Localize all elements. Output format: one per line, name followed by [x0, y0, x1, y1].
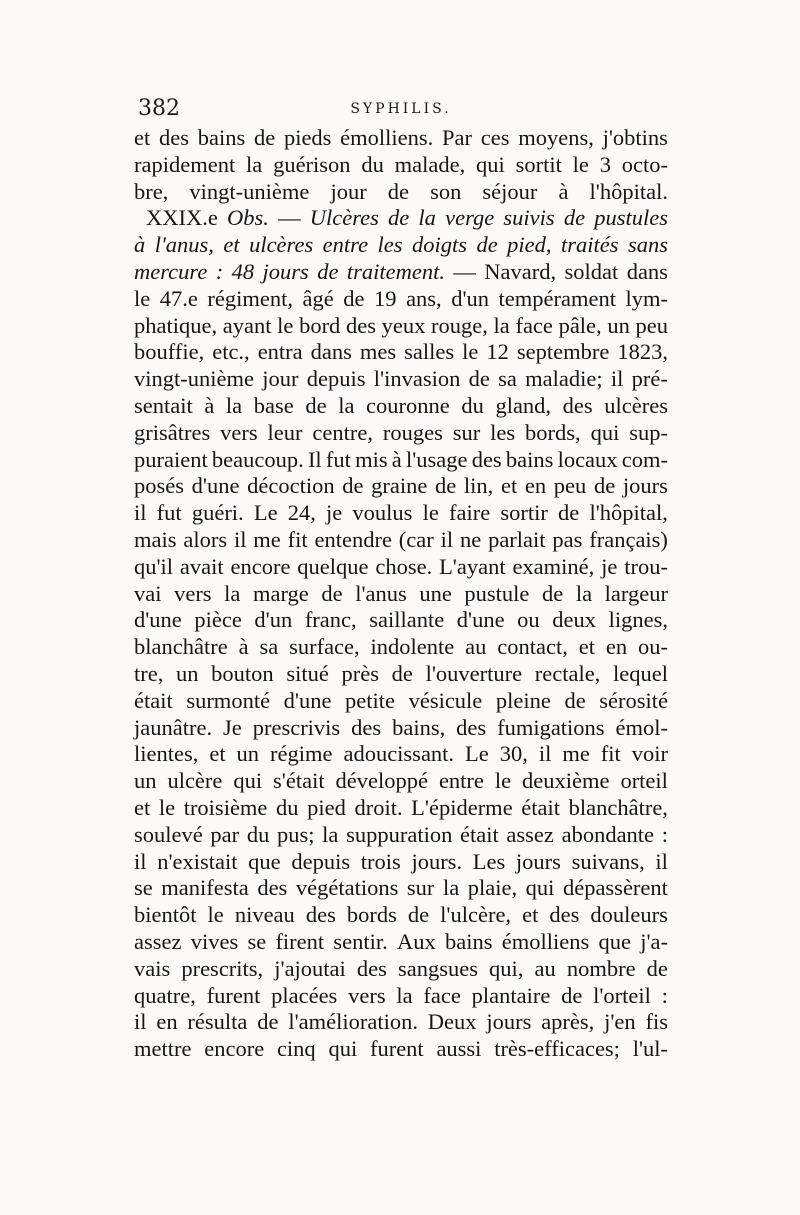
text-line: qu'il avait encore quelque chose. L'ayant examiné, je trou- [134, 553, 668, 579]
text-line: sentait à la base de la couronne du gland, des ulcères [134, 392, 668, 418]
text-line: assez vives se firent sentir. Aux bains émolliens que j'a- [134, 928, 668, 954]
text-line: rapidement la guérison du malade, qui sortit le 3 octo- [134, 151, 668, 177]
text-line: il en résulta de l'amélioration. Deux jours après, j'en fis [134, 1009, 668, 1035]
text-line: vingt-unième jour depuis l'invasion de sa maladie; il pré- [134, 366, 668, 392]
text-line: et des bains de pieds émolliens. Par ces moyens, j'obtins [134, 125, 668, 150]
text-line: mais alors il me fit entendre (car il ne parlait pas français) [134, 526, 668, 552]
text-line: jaunâtre. Je prescrivis des bains, des fumigations émol- [134, 714, 668, 740]
text-line: quatre, furent placées vers la face plantaire de l'orteil : [134, 982, 668, 1008]
text-line: il n'existait que depuis trois jours. Les jours suivans, il [134, 848, 668, 874]
text-line: bre, vingt-unième jour de son séjour à l'hôpital. [134, 178, 668, 204]
text-line: il fut guéri. Le 24, je voulus le faire sortir de l'hôpital, [134, 500, 668, 526]
text-line: XXIX.e Obs. — Ulcères de la verge suivis de pustules [146, 205, 668, 231]
text-line: d'une pièce d'un franc, saillante d'une ou deux lignes, [134, 607, 668, 633]
text-line: était surmonté d'une petite vésicule pleine de sérosité [134, 687, 668, 713]
text-line: mercure : 48 jours de traitement. — Navard, soldat dans [134, 258, 668, 284]
text-line: blanchâtre à sa surface, indolente au contact, et en ou- [134, 634, 668, 660]
text-line: un ulcère qui s'était développé entre le deuxième orteil [134, 768, 668, 794]
text-line: le 47.e régiment, âgé de 19 ans, d'un tempérament lym- [134, 285, 668, 311]
text-line: à l'anus, et ulcères entre les doigts de pied, traités sans [134, 232, 668, 258]
page-number: 382 [138, 96, 180, 121]
running-head: SYPHILIS. [350, 101, 452, 117]
text-line: posés d'une décoction de graine de lin, et en peu de jours [134, 473, 668, 499]
text-line: grisâtres vers leur centre, rouges sur les bords, qui sup- [134, 419, 668, 445]
text-line: vai vers la marge de l'anus une pustule de la largeur [134, 580, 668, 606]
text-line: lientes, et un régime adoucissant. Le 30, il me fit voir [134, 741, 668, 767]
text-line: et le troisième du pied droit. L'épiderme était blanchâtre, [134, 794, 668, 820]
page-header [134, 96, 668, 122]
text-line: vais prescrits, j'ajoutai des sangsues qui, au nombre de [134, 955, 668, 981]
text-line: bientôt le niveau des bords de l'ulcère, et des douleurs [134, 902, 668, 928]
text-line: phatique, ayant le bord des yeux rouge, la face pâle, un peu [134, 312, 668, 338]
text-line: tre, un bouton situé près de l'ouverture rectale, lequel [134, 660, 668, 686]
text-line: soulevé par du pus; la suppuration était assez abondante : [134, 821, 668, 847]
body-text [134, 125, 668, 1063]
text-line: puraient beaucoup. Il fut mis à l'usage des bains locaux com- [134, 446, 668, 472]
text-line: se manifesta des végétations sur la plaie, qui dépassèrent [134, 875, 668, 901]
text-line: mettre encore cinq qui furent aussi très-efficaces; l'ul- [134, 1036, 668, 1062]
text-line: bouffie, etc., entra dans mes salles le 12 septembre 1823, [134, 339, 668, 365]
